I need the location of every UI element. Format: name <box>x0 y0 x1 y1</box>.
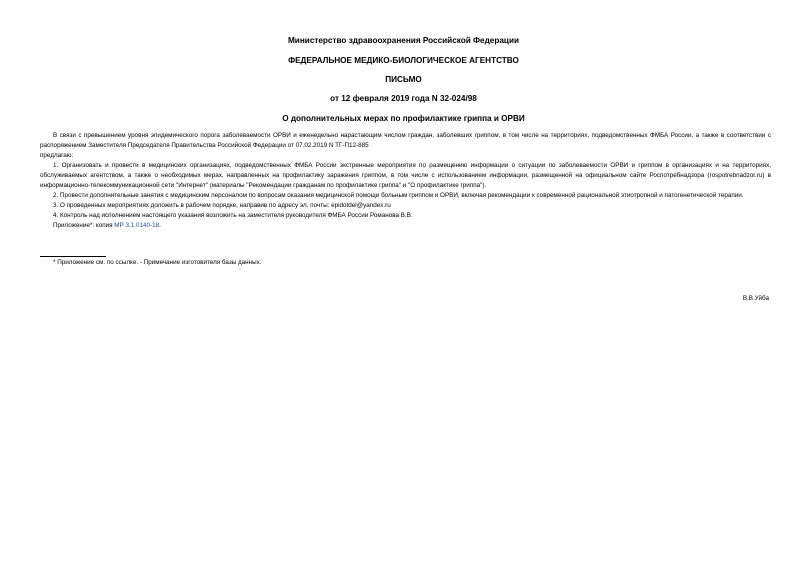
document-title: О дополнительных мерах по профилактике гриппа и ОРВИ <box>282 114 525 123</box>
item-4: 4. Контроль над исполнением настоящего указания возложить на заместителя руководителя ФМБА России Романова В.В. <box>53 212 413 219</box>
item-2: 2. Провести дополнительные занятия с медицинским персоналом по вопросам оказания медицинской помощи больным гриппом и ОРВИ, включая рекомендации к современной рациональной этиотропной и патогенетической терапии. <box>53 192 744 199</box>
intro-paragraph: В связи с превышением уровня эпидемического порога заболеваемости ОРВИ и еженедельно нарастающим числом граждан, заболевших гриппом, в том числе на территориях, подведомственных ФМБА России, а также в соответствии с распоряжением Заместителя Председателя Правительства Российской Федерации от 07.02.2019 N ТГ-П12-885 <box>40 132 771 149</box>
attachment-link[interactable]: МР 3.1.0140-18 <box>114 222 160 229</box>
attachment-prefix: Приложение*: копия <box>53 222 115 229</box>
footnote: * Приложение см. по ссылке. - Примечание изготовителя базы данных. <box>53 259 262 266</box>
item-1: 1. Организовать и провести в медицинских организациях, подведомственных ФМБА России экстренные мероприятия по размещению информации о ситуации по заболеваемости ОРВИ и гриппом в организациях и на территориях, обслуживаемых агентством, а также о необходимых мерах, направленных на профилактику заражения гриппом, в том числе с использованием информации, размещенной на официальном сайте Роспотребнадзора (rospotrebnadzor.ru) в информационно-телекоммуникационной сети "Интернет" (материалы "Рекомендации гражданам по профилактике гриппа" и "О профилактике гриппа"). <box>40 162 771 189</box>
document-type: ПИСЬМО <box>385 75 422 84</box>
signature: В.В.Уйба <box>742 295 769 302</box>
document-body <box>40 131 771 231</box>
footnote-divider <box>40 256 106 257</box>
ministry-heading: Министерство здравоохранения Российской Федерации <box>287 36 520 45</box>
proposal-line: предлагаю: <box>40 152 74 159</box>
document-date-number: от 12 февраля 2019 года N 32-024/98 <box>330 94 477 103</box>
attachment-suffix: . <box>159 222 161 229</box>
attachment-line <box>40 221 771 231</box>
item-3: 3. О проведенных мероприятиях доложить в рабочем порядке, направив по адресу эл. почты: epidotdel@yandex.ru <box>53 202 391 209</box>
agency-heading: ФЕДЕРАЛЬНОЕ МЕДИКО-БИОЛОГИЧЕСКОЕ АГЕНТСТВО <box>288 56 519 65</box>
